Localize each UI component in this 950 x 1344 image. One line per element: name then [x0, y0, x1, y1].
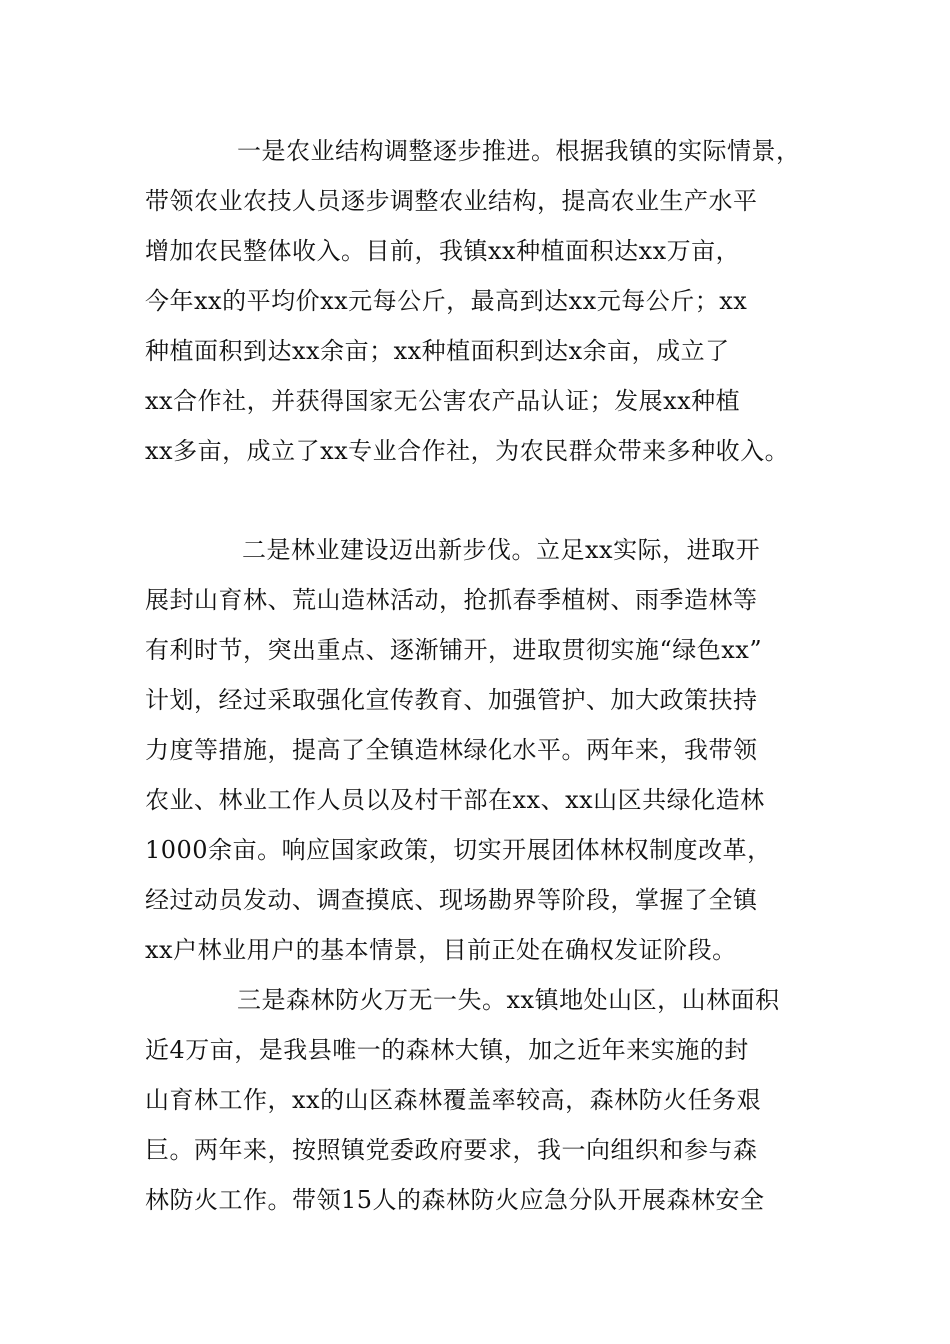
paragraph-1-line-6: xx合作社，并获得国家无公害农产品认证；发展xx种植 — [145, 387, 741, 415]
paragraph-1-line-1: 一是农业结构调整逐步推进。根据我镇的实际情景， — [237, 137, 801, 165]
paragraph-1-line-5: 种植面积到达xx余亩；xx种植面积到达x余亩，成立了 — [145, 337, 730, 365]
paragraph-2-line-4: 计划，经过采取强化宣传教育、加强管护、加大政策扶持 — [145, 686, 758, 714]
paragraph-1-line-2: 带领农业农技人员逐步调整农业结构，提高农业生产水平 — [145, 187, 758, 215]
paragraph-2-line-2: 展封山育林、荒山造林活动，抢抓春季植树、雨季造林等 — [145, 586, 758, 614]
paragraph-3-line-5: 林防火工作。带领15人的森林防火应急分队开展森林安全 — [145, 1186, 765, 1214]
paragraph-2-line-8: 经过动员发动、调查摸底、现场勘界等阶段，掌握了全镇 — [145, 886, 758, 914]
paragraph-3-line-3: 山育林工作，xx的山区森林覆盖率较高，森林防火任务艰 — [145, 1086, 762, 1114]
paragraph-2-line-1: 二是林业建设迈出新步伐。立足xx实际，进取开 — [242, 536, 761, 564]
paragraph-2-line-9: xx户林业用户的基本情景，目前正处在确权发证阶段。 — [145, 936, 737, 964]
paragraph-2-line-5: 力度等措施，提高了全镇造林绿化水平。两年来，我带领 — [145, 736, 758, 764]
paragraph-2-line-3: 有利时节，突出重点、逐渐铺开，进取贯彻实施“绿色xx” — [145, 636, 763, 664]
paragraph-3-line-1: 三是森林防火万无一失。xx镇地处山区，山林面积 — [237, 986, 780, 1014]
paragraph-1-line-7: xx多亩，成立了xx专业合作社，为农民群众带来多种收入。 — [145, 437, 790, 465]
paragraph-3-line-4: 巨。两年来，按照镇党委政府要求，我一向组织和参与森 — [145, 1136, 758, 1164]
paragraph-1-line-4: 今年xx的平均价xx元每公斤，最高到达xx元每公斤；xx — [145, 287, 748, 315]
paragraph-2-line-7: 1000余亩。响应国家政策，切实开展团体林权制度改革， — [145, 836, 772, 864]
paragraph-2-line-6: 农业、林业工作人员以及村干部在xx、xx山区共绿化造林 — [145, 786, 765, 814]
paragraph-3-line-2: 近4万亩，是我县唯一的森林大镇，加之近年来实施的封 — [145, 1036, 749, 1064]
paragraph-1-line-3: 增加农民整体收入。目前，我镇xx种植面积达xx万亩， — [145, 237, 741, 265]
